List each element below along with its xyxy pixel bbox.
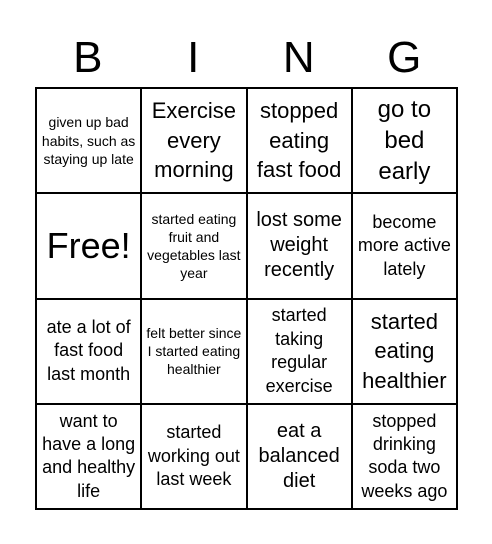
bingo-cell-8[interactable] [352, 193, 457, 298]
header-letter-i: I [187, 33, 200, 82]
cell-text: given up bad habits, such as staying up late [41, 114, 136, 167]
cell-text: started working out last week [147, 422, 240, 490]
bingo-cell-free[interactable] [36, 193, 141, 298]
bingo-cell-11[interactable] [247, 299, 352, 404]
cell-text: lost some weight recently [256, 209, 342, 282]
cell-text: Free! [46, 225, 131, 267]
bingo-cell-2[interactable] [141, 88, 246, 193]
bingo-cell-14[interactable] [141, 404, 246, 509]
header-letter-n: N [282, 33, 315, 82]
bingo-cell-7[interactable] [247, 193, 352, 298]
cell-text: started eating healthier [362, 308, 447, 393]
bingo-cell-13[interactable] [36, 404, 141, 509]
bingo-cell-6[interactable] [141, 193, 246, 298]
cell-text: started taking regular exercise [265, 305, 333, 396]
bingo-cell-3[interactable] [247, 88, 352, 193]
cell-text: felt better since I started eating healthier [146, 324, 242, 378]
cell-text: eat a balanced diet [258, 419, 340, 492]
cell-text: stopped eating fast food [256, 98, 342, 183]
bingo-cell-10[interactable] [141, 299, 246, 404]
cell-text: become more active lately [357, 211, 451, 279]
header-letter-b: B [73, 33, 103, 82]
bingo-cell-16[interactable] [352, 404, 457, 509]
bingo-cell-1[interactable] [36, 88, 141, 193]
cell-text: Exercise every morning [151, 98, 237, 183]
bingo-cell-9[interactable] [36, 299, 141, 404]
bingo-cell-15[interactable] [247, 404, 352, 509]
cell-text: started eating fruit and vegetables last year [147, 210, 241, 282]
cell-text: ate a lot of fast food last month [46, 317, 131, 384]
bingo-header [35, 30, 457, 86]
bingo-cell-12[interactable] [352, 299, 457, 404]
cell-text: stopped drinking soda two weeks ago [361, 410, 448, 501]
header-letter-g: G [387, 33, 422, 82]
cell-text: want to have a long and healthy life [42, 410, 136, 501]
bingo-board [35, 87, 458, 510]
cell-text: go to bed early [377, 95, 432, 186]
bingo-cell-4[interactable] [352, 88, 457, 193]
